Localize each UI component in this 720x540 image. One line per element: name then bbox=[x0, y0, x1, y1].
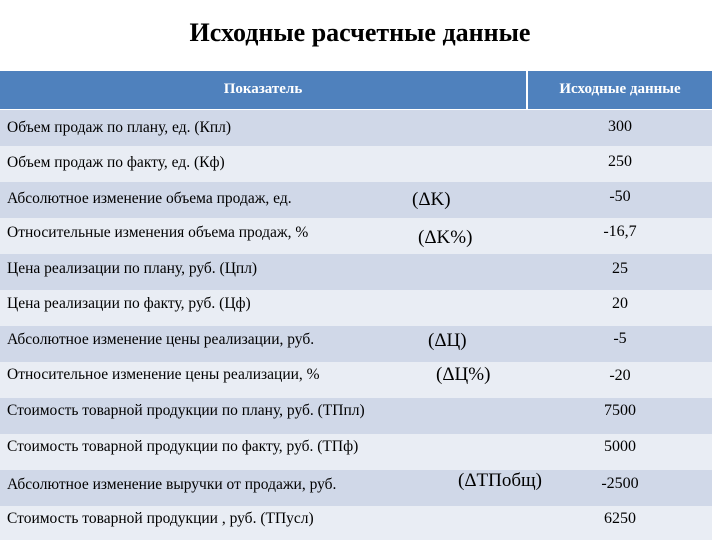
row-label: Абсолютное изменение выручки от продажи, руб. bbox=[7, 476, 337, 493]
column-header-indicator: Показатель bbox=[223, 81, 303, 97]
row-formula: (ΔK) bbox=[412, 189, 451, 210]
row-value: -5 bbox=[613, 330, 627, 347]
row-value: 6250 bbox=[604, 510, 636, 527]
column-header-source-data: Исходные данные bbox=[559, 81, 681, 97]
row-label: Относительное изменение цены реализации, % bbox=[7, 366, 320, 383]
table-row bbox=[0, 290, 712, 327]
table-row bbox=[0, 362, 712, 399]
row-formula: (ΔТПобщ) bbox=[458, 470, 542, 491]
row-value: 300 bbox=[608, 118, 632, 135]
table-row bbox=[0, 434, 712, 471]
row-label: Стоимость товарной продукции по плану, руб. (ТПпл) bbox=[7, 402, 365, 419]
row-label: Относительные изменения объема продаж, % bbox=[7, 224, 309, 241]
row-value: 250 bbox=[608, 153, 632, 170]
table-row bbox=[0, 146, 712, 183]
table-header bbox=[0, 71, 712, 109]
table-row bbox=[0, 218, 712, 255]
row-value: -16,7 bbox=[603, 223, 637, 240]
row-formula: (ΔK%) bbox=[418, 227, 473, 248]
table-row bbox=[0, 398, 712, 435]
row-value: 5000 bbox=[604, 438, 636, 455]
row-value: 25 bbox=[612, 260, 628, 277]
row-value: -50 bbox=[609, 188, 631, 205]
row-label: Стоимость товарной продукции , руб. (ТПусл) bbox=[7, 510, 314, 527]
row-value: 20 bbox=[612, 295, 628, 312]
table-row bbox=[0, 326, 712, 363]
row-formula: (ΔЦ%) bbox=[436, 364, 491, 385]
row-label: Цена реализации по факту, руб. (Цф) bbox=[7, 295, 251, 312]
row-value: -20 bbox=[609, 367, 631, 384]
row-label: Стоимость товарной продукции по факту, руб. (ТПф) bbox=[7, 438, 359, 455]
row-label: Объем продаж по плану, ед. (Кпл) bbox=[7, 119, 232, 136]
page-title: Исходные расчетные данные bbox=[189, 18, 531, 47]
table-row bbox=[0, 182, 712, 219]
row-label: Цена реализации по плану, руб. (Цпл) bbox=[7, 260, 258, 277]
table-row bbox=[0, 506, 712, 540]
row-formula: (ΔЦ) bbox=[428, 330, 467, 351]
row-label: Абсолютное изменение цены реализации, руб. bbox=[7, 331, 315, 348]
table-row bbox=[0, 254, 712, 291]
table-row bbox=[0, 470, 712, 507]
row-value: -2500 bbox=[601, 475, 639, 492]
row-label: Абсолютное изменение объема продаж, ед. bbox=[7, 190, 292, 207]
table-row bbox=[0, 110, 712, 147]
row-label: Объем продаж по факту, ед. (Кф) bbox=[7, 154, 225, 171]
row-value: 7500 bbox=[604, 402, 636, 419]
